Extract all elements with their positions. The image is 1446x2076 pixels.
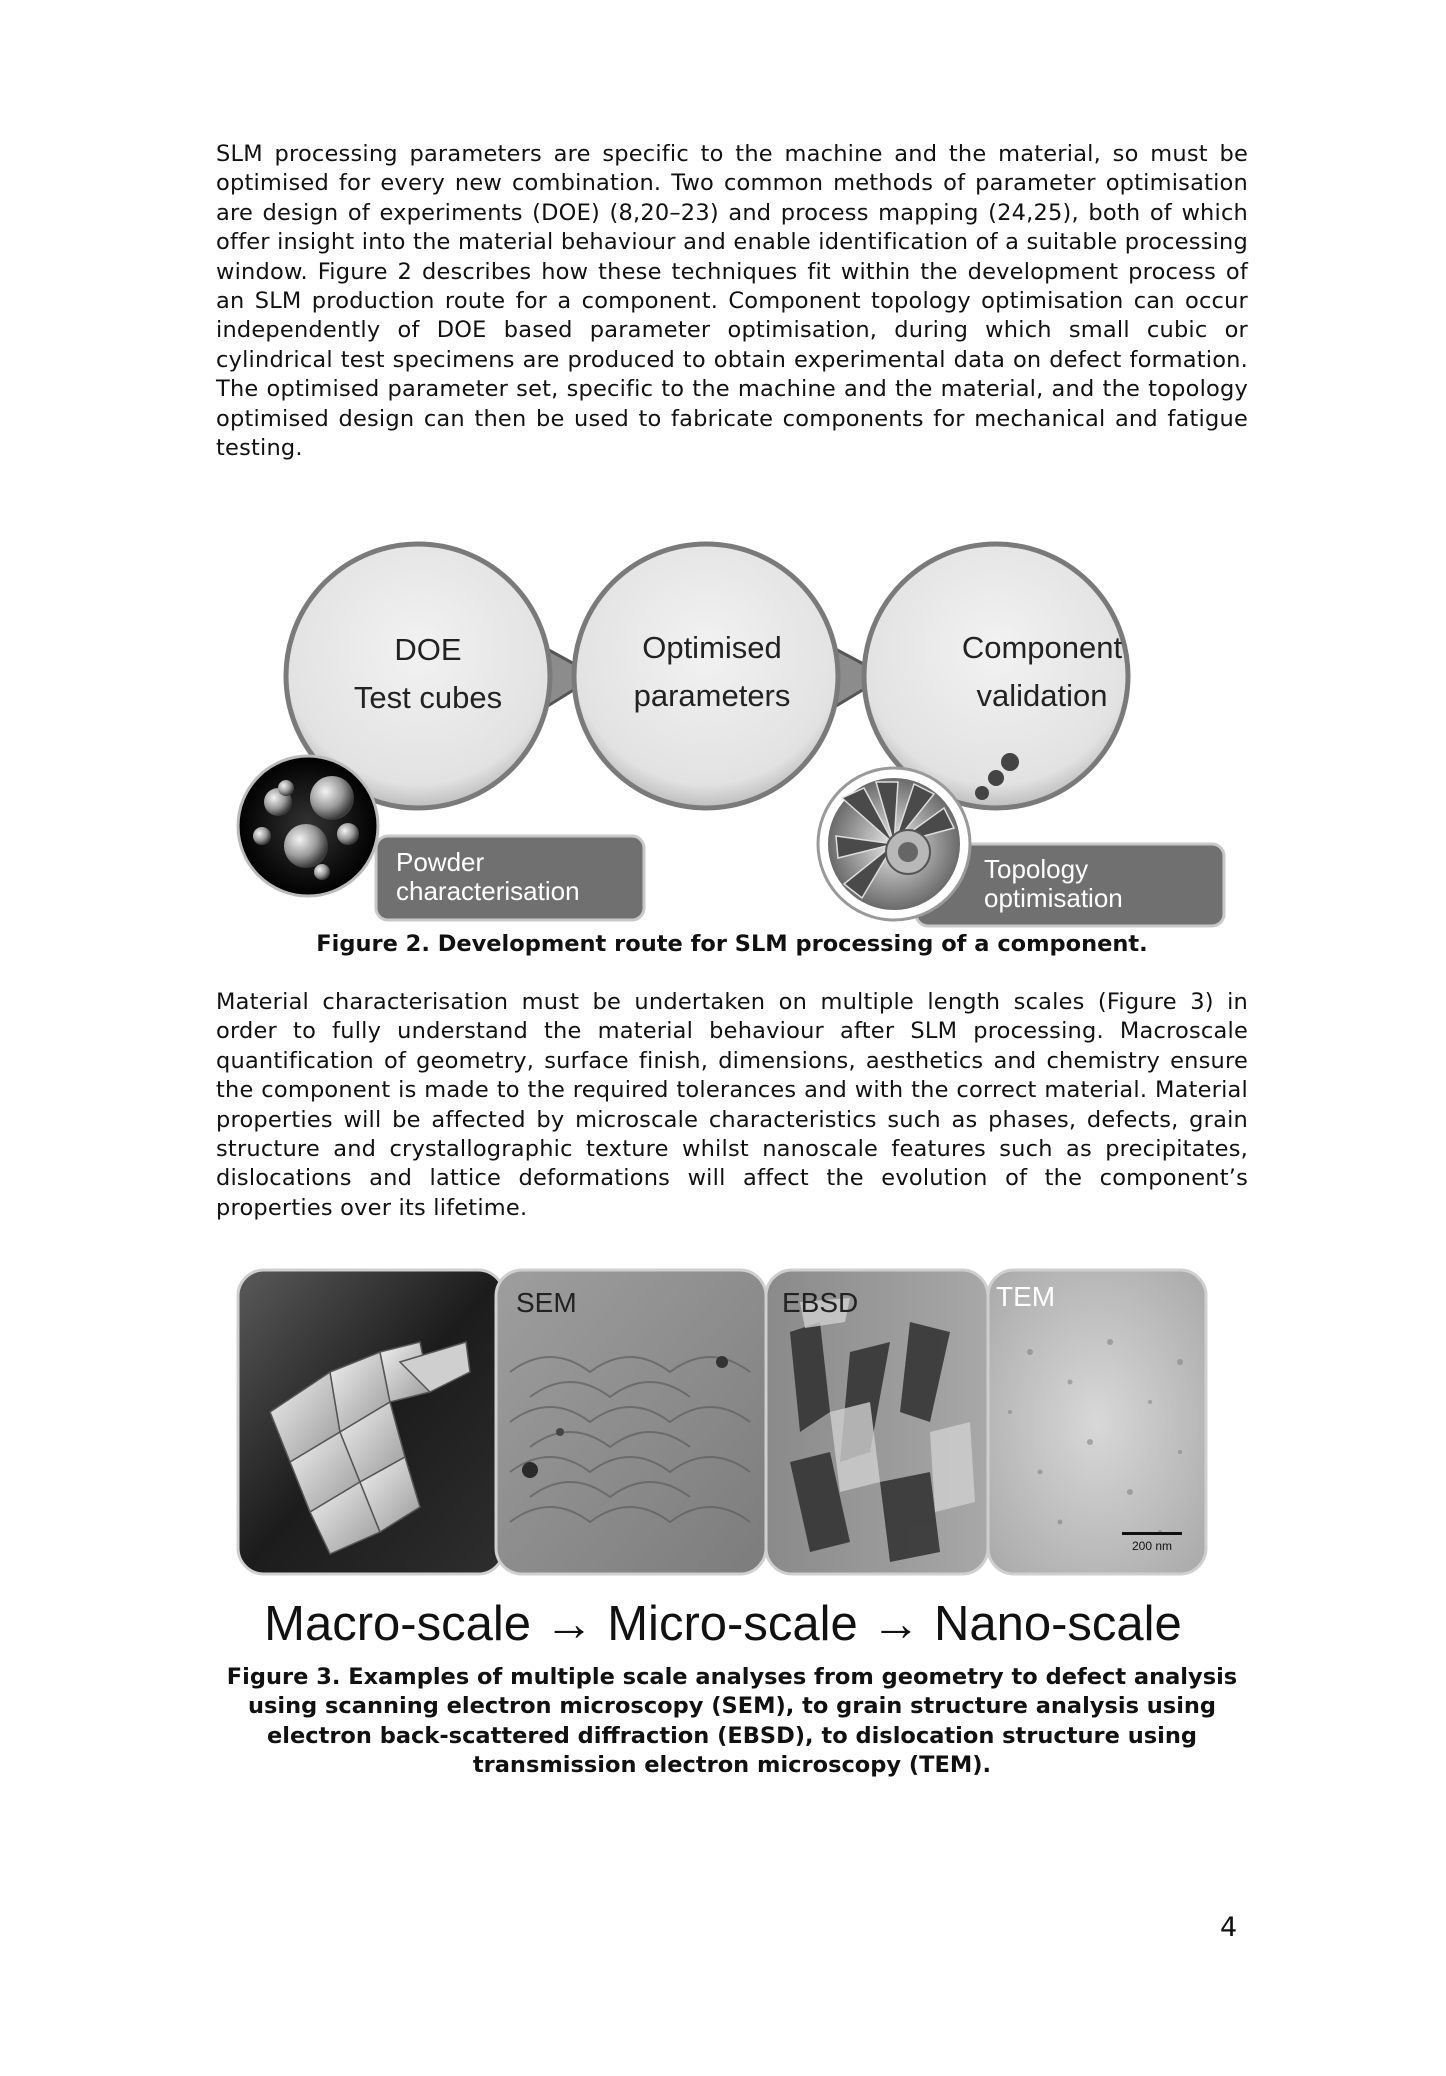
powder-box-line-1: Powder [396,847,485,877]
length-scales-text: Macro-scale → Micro-scale → Nano-scale [264,1597,1182,1651]
tem-panel [988,1270,1206,1574]
topology-box-line-1: Topology [984,854,1089,884]
macro-scale-panel [238,1270,504,1574]
circle-optimised-title: Optimised [642,630,782,665]
sem-label: SEM [516,1287,577,1318]
powder-box-line-2: characterisation [396,876,580,906]
figure-2-diagram [236,536,1226,928]
powder-micrograph-image [238,756,378,896]
circle-optimised [574,544,838,808]
circle-component-subtitle: validation [976,678,1108,713]
ebsd-label: EBSD [782,1287,859,1318]
turbine-model-image [818,768,970,920]
sem-panel [496,1270,766,1574]
body-paragraph-2: Material characterisation must be undertaken on multiple length scales (Figure 3) in order to fully understand the material behaviour after SLM processing. Macroscale quantification of geometry, surface finish, dimensions, aesthetics and chemistry ensure the component is made to the required tolerances and with the correct material. Material properties will be affected by microscale characteristics such as phases, defects, grain structure and crystallographic texture whilst nanoscale features such as precipitates, dislocations and lattice deformations will affect the evolution of the component’s properties over its lifetime. [216,989,1248,1221]
ebsd-panel [766,1270,988,1574]
topology-box-line-2: optimisation [984,883,1123,913]
scale-bar-label: 200 nm [1131,1539,1173,1553]
figure-3-caption: Figure 3. Examples of multiple scale analyses from geometry to defect analysis using scanning electron microscopy (SEM), to grain structure analysis using electron back-scattered diffraction (EBSD), to dislocation structure using transmission electron microscopy (TEM). [226,1664,1238,1779]
circle-doe-subtitle: Test cubes [353,680,503,715]
circle-component-title: Component [961,630,1123,665]
page-number: 4 [1220,1912,1238,1943]
powder-characterisation-box [376,836,644,920]
figure-3-panels [230,1262,1216,1662]
body-paragraph-1: SLM processing parameters are specific to the machine and the material, so must be optimised for every new combination. Two common methods of parameter optimisation are design of experiments (DOE) (8,20–23) and process mapping (24,25), both of which offer insight into the material behaviour and enable identification of a suitable processing window. Figure 2 describes how these techniques fit within the development process of an SLM production route for a component. Component topology optimisation can occur independently of DOE based parameter optimisation, during which small cubic or cylindrical test specimens are produced to obtain experimental data on defect formation. The optimised parameter set, specific to the machine and the material, and the topology optimised design can then be used to fabricate components for mechanical and fatigue testing. [216,141,1248,462]
scale-bar [1122,1532,1182,1535]
circle-doe-title: DOE [394,632,462,667]
figure-2-caption: Figure 2. Development route for SLM processing of a component. [316,931,1148,957]
tem-label: TEM [996,1281,1056,1312]
circle-optimised-subtitle: parameters [633,678,791,713]
